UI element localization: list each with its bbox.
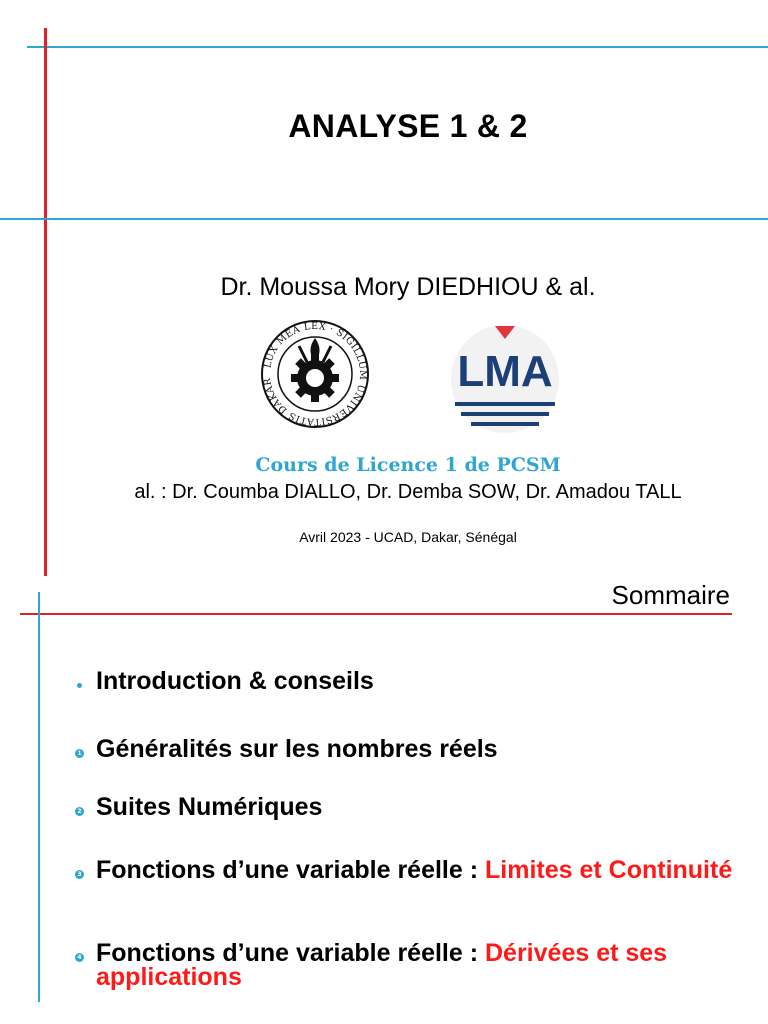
summary-left-rule xyxy=(38,592,40,1002)
toc-item-highlight: Limites et Continuité xyxy=(485,856,733,884)
toc-item-label: Introduction & conseils xyxy=(96,667,374,695)
lma-logo xyxy=(447,324,563,434)
top-rule xyxy=(27,46,768,48)
toc-item-highlight: Dérivées et ses applications xyxy=(96,939,668,991)
svg-text:LMA: LMA xyxy=(457,347,553,396)
numbered-bullet-icon: 4 xyxy=(75,953,84,962)
toc-item-introduction[interactable] xyxy=(96,669,736,693)
toc-item-suites[interactable] xyxy=(77,793,736,821)
course-title: Cours de Licence 1 de PCSM xyxy=(255,454,561,476)
author-line: Dr. Moussa Mory DIEDHIOU & al. xyxy=(220,273,596,301)
toc-item-label: Fonctions d’une variable réelle : xyxy=(96,939,485,967)
numbered-bullet-icon: 3 xyxy=(75,870,84,879)
toc-item-derivees[interactable] xyxy=(77,939,736,991)
university-seal-logo xyxy=(259,318,371,430)
date-location-line: Avril 2023 - UCAD, Dakar, Sénégal xyxy=(299,529,517,545)
toc-item-nombres-reels[interactable] xyxy=(77,735,736,763)
coauthors-line: al. : Dr. Coumba DIALLO, Dr. Demba SOW, Dr. Amadou TALL xyxy=(134,481,682,503)
toc-item-limites[interactable] xyxy=(77,856,736,884)
page-title: ANALYSE 1 & 2 xyxy=(288,108,528,144)
bullet-icon xyxy=(77,683,82,688)
numbered-bullet-icon: 1 xyxy=(75,749,84,758)
toc-item-label: Suites Numériques xyxy=(96,793,323,821)
title-underline-rule xyxy=(0,218,768,220)
toc-item-label: Fonctions d’une variable réelle : xyxy=(96,856,485,884)
toc-item-label: Généralités sur les nombres réels xyxy=(96,735,498,763)
summary-heading-rule xyxy=(20,613,732,615)
svg-text:LUX MEA LEX · SIGILLUM UNIVERS: LUX MEA LEX · SIGILLUM UNIVERSITATIS DAKAR xyxy=(262,320,369,428)
summary-heading: Sommaire xyxy=(611,580,730,610)
numbered-bullet-icon: 2 xyxy=(75,807,84,816)
